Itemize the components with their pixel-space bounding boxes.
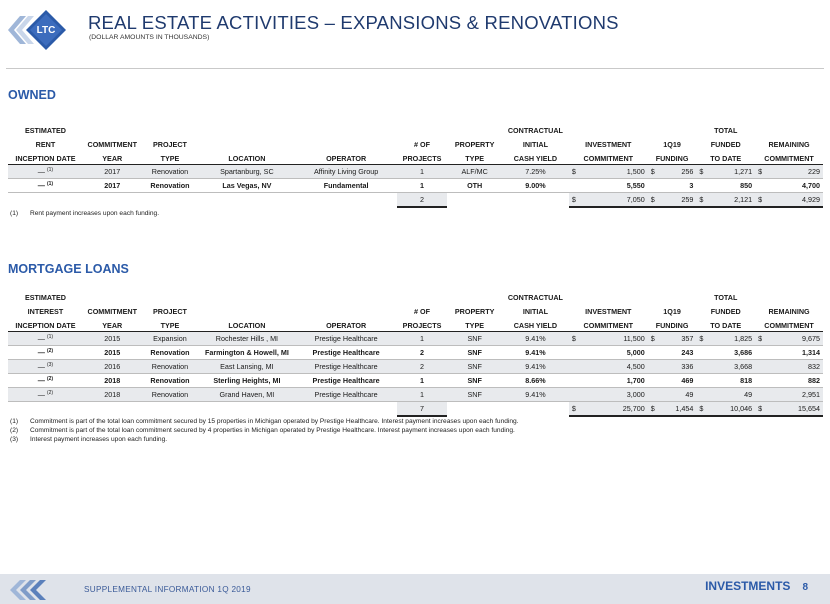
owned-footnotes bbox=[10, 209, 159, 218]
footnote: (2) Commitment is part of the total loan commitment secured by 4 properties in Michigan operated by Prestige Healthcare. Interest payment increases upon each funding. bbox=[10, 427, 515, 434]
section-title-mortgage: MORTGAGE LOANS bbox=[8, 262, 129, 276]
header-cell: TO DATE bbox=[696, 149, 755, 165]
page-title: REAL ESTATE ACTIVITIES – EXPANSIONS & RENOVATIONS bbox=[88, 12, 619, 33]
header-cell: 1Q19 bbox=[663, 140, 681, 149]
section-title-owned: OWNED bbox=[8, 88, 56, 102]
header-cell: PROJECT bbox=[152, 140, 187, 149]
mortgage-table bbox=[8, 288, 823, 417]
svg-text:REIT: REIT bbox=[60, 37, 70, 42]
header-cell: PROJECTS bbox=[397, 149, 448, 165]
footnote: (1) Rent payment increases upon each funding. bbox=[10, 210, 160, 217]
footnote: (1) Commitment is part of the total loan commitment secured by 15 properties in Michigan operated by Prestige Healthcare. Interest payment increases upon each funding. bbox=[10, 418, 519, 425]
owned-table bbox=[8, 121, 823, 208]
header-cell: CONTRACTUAL bbox=[507, 126, 563, 135]
header-cell: TYPE bbox=[447, 316, 502, 332]
table-row: — $^{(2)}$ 2018 Renovation Grand Haven, MI Prestige Healthcare 1 SNF 9.41% 3,000 49 49 2,951 bbox=[8, 388, 823, 402]
divider bbox=[6, 68, 824, 69]
header-cell: COMMITMENT bbox=[87, 307, 138, 316]
table-row: — $^{(1)}$ 2017 Renovation Spartanburg, SC Affinity Living Group 1 ALF/MC 7.25% $ 1,500 $ 256 $ 1,271 $ 229 bbox=[8, 165, 823, 179]
header-cell: ESTIMATED bbox=[24, 293, 66, 302]
header-cell: PROPERTY bbox=[454, 140, 495, 149]
svg-text:LTC: LTC bbox=[36, 25, 56, 36]
total-row: 2 $ 7,050 $ 259 $ 2,121 $ 4,929 bbox=[8, 193, 823, 208]
table-row: — $^{(1)}$ 2017 Renovation Las Vegas, NV Fundamental 1 OTH 9.00% 5,550 3 850 4,700 bbox=[8, 179, 823, 193]
header-cell: TO DATE bbox=[696, 316, 755, 332]
header-cell: INITIAL bbox=[522, 307, 548, 316]
header-cell: REMAINING bbox=[768, 140, 810, 149]
header-cell: TOTAL bbox=[714, 293, 738, 302]
footer-bar bbox=[0, 574, 830, 604]
header-cell: COMMITMENT bbox=[755, 316, 823, 332]
chevron-left-icon bbox=[6, 578, 66, 602]
header-cell: OPERATOR bbox=[296, 149, 397, 165]
mortgage-footnotes bbox=[10, 417, 519, 444]
header-cell: # OF bbox=[414, 307, 431, 316]
header-cell: CONTRACTUAL bbox=[507, 293, 563, 302]
header-cell: ESTIMATED bbox=[24, 126, 66, 135]
header-cell: INVESTMENT bbox=[585, 307, 632, 316]
header-cell: OPERATOR bbox=[296, 316, 397, 332]
page-number: 8 bbox=[802, 582, 808, 593]
header-cell: FUNDED bbox=[710, 140, 741, 149]
header-cell: CASH YIELD bbox=[502, 149, 569, 165]
header-cell: COMMITMENT bbox=[755, 149, 823, 165]
header-cell: LOCATION bbox=[198, 316, 295, 332]
header-cell: TYPE bbox=[447, 149, 502, 165]
header-cell: INTEREST bbox=[27, 307, 64, 316]
header-cell: TYPE bbox=[142, 149, 199, 165]
header-cell: YEAR bbox=[83, 149, 142, 165]
header-cell: 1Q19 bbox=[663, 307, 681, 316]
header-cell: INCEPTION DATE bbox=[8, 149, 83, 165]
header-cell: FUNDING bbox=[648, 149, 697, 165]
table-row: — $^{(2)}$ 2015 Renovation Farmington & Howell, MI Prestige Healthcare 2 SNF 9.41% 5,000 243 3,686 1,314 bbox=[8, 346, 823, 360]
header-cell: # OF bbox=[414, 140, 431, 149]
header-cell: PROPERTY bbox=[454, 307, 495, 316]
header-cell: FUNDING bbox=[648, 316, 697, 332]
ltc-logo bbox=[6, 8, 76, 52]
header-cell: RENT bbox=[35, 140, 56, 149]
header-cell: INVESTMENT bbox=[585, 140, 632, 149]
footnote: (3) Interest payment increases upon each funding. bbox=[10, 436, 168, 443]
table-row: — $^{(2)}$ 2018 Renovation Sterling Heights, MI Prestige Healthcare 1 SNF 8.66% 1,700 469 818 882 bbox=[8, 374, 823, 388]
header-cell: INCEPTION DATE bbox=[8, 316, 83, 332]
header-cell: REMAINING bbox=[768, 307, 810, 316]
footer-section-label: INVESTMENTS bbox=[705, 579, 791, 593]
header-cell: PROJECT bbox=[152, 307, 187, 316]
header-cell: CASH YIELD bbox=[502, 316, 569, 332]
header-cell: COMMITMENT bbox=[569, 149, 648, 165]
footer-label: SUPPLEMENTAL INFORMATION 1Q 2019 bbox=[84, 585, 251, 594]
header-cell: YEAR bbox=[83, 316, 142, 332]
header-cell: FUNDED bbox=[710, 307, 741, 316]
header-cell: TYPE bbox=[142, 316, 199, 332]
total-row: 7 $ 25,700 $ 1,454 $ 10,046 $ 15,654 bbox=[8, 402, 823, 417]
header-cell: COMMITMENT bbox=[87, 140, 138, 149]
header-cell: COMMITMENT bbox=[569, 316, 648, 332]
header-cell: INITIAL bbox=[522, 140, 548, 149]
page-subtitle: (DOLLAR AMOUNTS IN THOUSANDS) bbox=[89, 34, 210, 41]
table-row: — $^{(1)}$ 2015 Expansion Rochester Hills , MI Prestige Healthcare 1 SNF 9.41% $ 11,500 $ 357 $ 1,825 $ 9,675 bbox=[8, 332, 823, 346]
header-cell: PROJECTS bbox=[397, 316, 448, 332]
header-cell: TOTAL bbox=[714, 126, 738, 135]
header-cell: LOCATION bbox=[198, 149, 295, 165]
table-row: — $^{(3)}$ 2016 Renovation East Lansing, MI Prestige Healthcare 2 SNF 9.41% 4,500 336 3,668 832 bbox=[8, 360, 823, 374]
